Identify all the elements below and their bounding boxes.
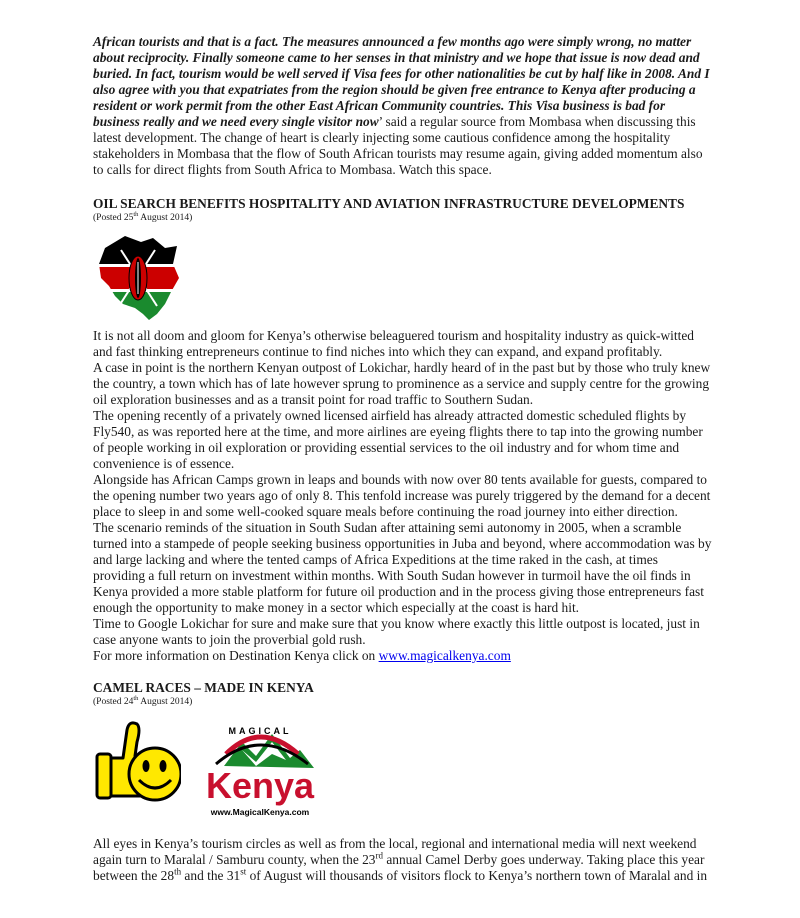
document-page: [93, 34, 713, 884]
oil-paragraph: Time to Google Lokichar for sure and make sure that you know where exactly this little outpost is located, just in case anyone wants to join the proverbial gold rush.: [93, 616, 700, 647]
intro-quote: African tourists and that is a fact. The measures announced a few months ago were simply wrong, no matter about reciprocity. Finally someone came to her senses in that ministry and we hope that issue is now dead and buried. In fact, tourism would be well served if Visa fees for other nationalities be cut by half like in 2008. And I also agree with you that expatriates from the region should be given free entrance to Kenya after producing a resident or work permit from the other East African Community countries. This Visa business is bad for business really and we need every single visitor now: [93, 34, 710, 129]
thumbs-up-smiley-icon: [93, 716, 181, 820]
logo-magical-text: MAGICAL: [228, 726, 292, 736]
oil-posted-date: (Posted 25th August 2014): [93, 210, 193, 223]
oil-heading: OIL SEARCH BENEFITS HOSPITALITY AND AVIATION INFRASTRUCTURE DEVELOPMENTS: [93, 196, 685, 211]
intro-paragraph: [93, 34, 713, 178]
oil-paragraph: It is not all doom and gloom for Kenya’s otherwise beleaguered tourism and hospitality industry as quick-witted and fast thinking entrepreneurs continue to find niches into which they can expand, and expand profitably.: [93, 328, 694, 359]
oil-paragraph: Alongside has African Camps grown in leaps and bounds with now over 80 tents available for guests, compared to the opening number two years ago of only 8. This tenfold increase was purely triggered by the demand for a decent place to sleep in and some well-cooked square meals before continuing the road journey into either direction.: [93, 472, 711, 519]
kenya-flag-map-image: [95, 234, 205, 322]
logo-url-text: www.MagicalKenya.com: [210, 807, 310, 817]
more-info-line: For more information on Destination Kenya click on www.magicalkenya.com: [93, 648, 511, 663]
camel-images: [93, 716, 713, 824]
oil-paragraph: A case in point is the northern Kenyan outpost of Lokichar, hardly heard of in the past but by those who truly knew the country, a town which has of late however sprung to prominence as a service and supply centre for the growing oil exploration businesses and as a transit point for road traffic to Southern Sudan.: [93, 360, 711, 407]
camel-paragraph: All eyes in Kenya’s tourism circles as well as from the local, regional and international media will next weekend again turn to Maralal / Samburu county, when the 23rd annual Camel Derby goes underway. Taking place this year between the 28th and the 31st of August will thousands of visitors flock to Kenya’s northern town of Maralal and in: [93, 836, 708, 883]
oil-paragraph: The scenario reminds of the situation in South Sudan after attaining semi autonomy in 2005, when a scramble turned into a stampede of people seeking business opportunities in Juba and beyond, where accommodation was by and large lacking and where the tented camps of Africa Expeditions at the time raked in the cash, at times providing a full return on investment within months. With South Sudan however in turmoil have the oil finds in Kenya provided a more stable platform for future oil production and in the process giving those entrepreneurs fast enough the opportunity to make money in a sector which especially at the coast is hard hit.: [93, 520, 712, 615]
oil-article-body: [93, 328, 713, 664]
magical-kenya-logo: [186, 720, 334, 820]
camel-heading: CAMEL RACES – MADE IN KENYA: [93, 680, 314, 695]
camel-posted-date: (Posted 24th August 2014): [93, 694, 193, 707]
oil-paragraph: The opening recently of a privately owned licensed airfield has already attracted domestic scheduled flights by Fly540, as was reported here at the time, and more airlines are eyeing flights there to tap into the growing number of people working in oil exploration or providing essential services to the oil industry and for whom time and convenience is of essence.: [93, 408, 703, 471]
logo-kenya-text: Kenya: [205, 765, 315, 806]
intro-text: ’ said a regular source from Mombasa when discussing this latest development. The change of heart is clearly injecting some cautious confidence among the hospitality stakeholders in Mombasa that the flow of South African tourists may resume again, giving added momentum also to calls for direct flights from South Africa to Mombasa. Watch this space.: [93, 114, 703, 177]
magicalkenya-link[interactable]: www.magicalkenya.com: [378, 648, 511, 663]
